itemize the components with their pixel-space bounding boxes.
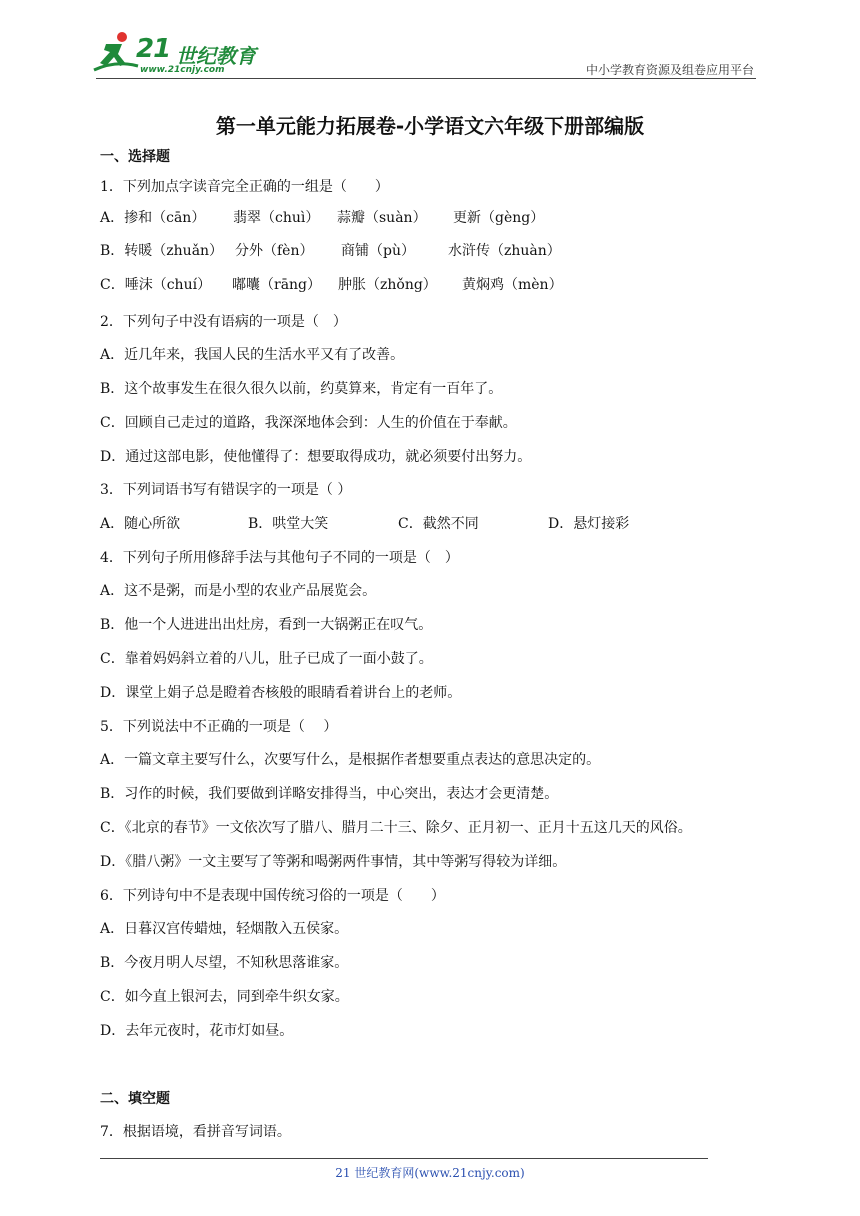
runner-logo-icon bbox=[92, 30, 140, 74]
page-title: 第一单元能力拓展卷-小学语文六年级下册部编版 bbox=[215, 114, 645, 138]
section-heading-choice: 一、选择题 bbox=[100, 149, 170, 165]
option-text: 黄焖鸡（mèn） bbox=[462, 277, 563, 293]
option-text: D．悬灯接彩 bbox=[548, 516, 630, 532]
question-2-option-a: A．近几年来，我国人民的生活水平又有了改善。 bbox=[100, 347, 405, 363]
question-2-option-c: C．回顾自己走过的道路，我深深地体会到：人生的价值在于奉献。 bbox=[100, 415, 517, 431]
option-text: A．掺和（cān） bbox=[100, 210, 206, 226]
question-5-option-c: C．《北京的春节》一文依次写了腊八、腊月二十三、除夕、正月初一、正月十五这几天的风俗。 bbox=[100, 820, 692, 836]
option-text: B．转暖（zhuǎn） bbox=[100, 243, 224, 259]
question-5-option-d: D．《腊八粥》一文主要写了等粥和喝粥两件事情，其中等粥写得较为详细。 bbox=[100, 854, 567, 870]
option-text: B．哄堂大笑 bbox=[248, 516, 329, 532]
question-4-option-b: B．他一个人进进出出灶房，看到一大锅粥正在叹气。 bbox=[100, 617, 433, 633]
page-header bbox=[0, 0, 860, 80]
question-2-stem: 2．下列句子中没有语病的一项是（ ） bbox=[100, 314, 347, 330]
question-7-stem: 7．根据语境，看拼音写词语。 bbox=[100, 1124, 291, 1140]
question-3-options bbox=[100, 513, 629, 533]
question-4-option-c: C．靠着妈妈斜立着的八儿，肚子已成了一面小鼓了。 bbox=[100, 651, 433, 667]
logo-number: 21 bbox=[136, 34, 171, 64]
logo-name: 世纪教育 bbox=[176, 44, 256, 68]
option-text: A．随心所欲 bbox=[100, 516, 181, 532]
option-text: 嘟囔（rāng） bbox=[232, 277, 322, 293]
question-1-option-c bbox=[100, 274, 563, 294]
question-3-stem: 3．下列词语书写有错误字的一项是（ ） bbox=[100, 482, 352, 498]
logo-url: www.21cnjy.com bbox=[140, 65, 225, 75]
question-5-option-b: B．习作的时候，我们要做到详略安排得当，中心突出，表达才会更清楚。 bbox=[100, 786, 559, 802]
option-text: 商铺（pù） bbox=[341, 243, 415, 259]
question-4-option-a: A．这不是粥，而是小型的农业产品展览会。 bbox=[100, 583, 377, 599]
question-5-option-a: A．一篇文章主要写什么，次要写什么，是根据作者想要重点表达的意思决定的。 bbox=[100, 752, 601, 768]
platform-name: 中小学教育资源及组卷应用平台 bbox=[585, 63, 754, 77]
question-6-option-c: C．如今直上银河去，同到牵牛织女家。 bbox=[100, 989, 349, 1005]
question-5-stem: 5．下列说法中不正确的一项是（ ） bbox=[100, 719, 338, 735]
footer-divider bbox=[100, 1158, 708, 1159]
question-1-stem: 1．下列加点字读音完全正确的一组是（ ） bbox=[100, 179, 389, 195]
option-text: C．截然不同 bbox=[398, 516, 479, 532]
question-6-option-a: A．日暮汉宫传蜡烛，轻烟散入五侯家。 bbox=[100, 921, 349, 937]
question-6-option-b: B．今夜月明人尽望，不知秋思落谁家。 bbox=[100, 955, 349, 971]
option-text: 蒜瓣（suàn） bbox=[337, 210, 427, 226]
question-2-option-d: D．通过这部电影，使他懂得了：想要取得成功，就必须要付出努力。 bbox=[100, 449, 532, 465]
question-1-option-a bbox=[100, 207, 544, 227]
question-4-stem: 4．下列句子所用修辞手法与其他句子不同的一项是（ ） bbox=[100, 550, 459, 566]
option-text: C．唾沫（chuí） bbox=[100, 277, 212, 293]
option-text: 分外（fèn） bbox=[235, 243, 314, 259]
question-4-option-d: D．课堂上娟子总是瞪着杏核般的眼睛看着讲台上的老师。 bbox=[100, 685, 462, 701]
footer-link[interactable]: 21 世纪教育网(www.21cnjy.com) bbox=[335, 1166, 525, 1180]
option-text: 更新（gèng） bbox=[453, 210, 545, 226]
logo bbox=[92, 30, 262, 78]
option-text: 翡翠（chuì） bbox=[233, 210, 320, 226]
question-2-option-b: B．这个故事发生在很久很久以前，约莫算来，肯定有一百年了。 bbox=[100, 381, 503, 397]
section-heading-fill: 二、填空题 bbox=[100, 1091, 170, 1107]
question-6-stem: 6．下列诗句中不是表现中国传统习俗的一项是（ ） bbox=[100, 888, 445, 904]
question-1-option-b bbox=[100, 240, 561, 260]
question-6-option-d: D．去年元夜时，花市灯如昼。 bbox=[100, 1023, 294, 1039]
header-divider bbox=[96, 78, 756, 79]
option-text: 肿胀（zhǒng） bbox=[338, 277, 437, 293]
option-text: 水浒传（zhuàn） bbox=[448, 243, 561, 259]
